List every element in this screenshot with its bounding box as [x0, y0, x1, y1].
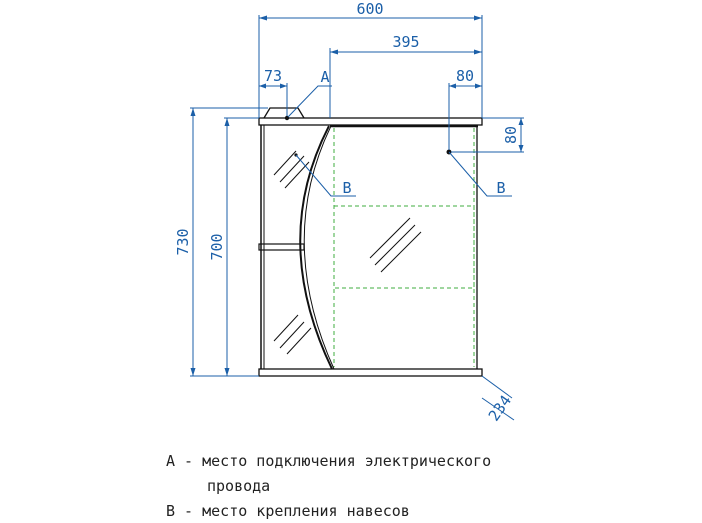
leader-a	[288, 86, 332, 117]
arrow	[259, 16, 267, 21]
legend-line-2: провода	[207, 477, 271, 495]
dim-234-label: 234	[484, 391, 516, 425]
hatch-line	[274, 151, 296, 175]
arrow	[474, 50, 482, 55]
arrow	[449, 84, 456, 89]
dim-73-label: 73	[263, 67, 283, 85]
arrow	[475, 84, 482, 89]
marker-b-right: B	[496, 179, 506, 197]
arrow	[330, 50, 338, 55]
dim-80v-label: 80	[502, 125, 520, 145]
dim-700-label: 700	[208, 233, 226, 261]
arrow	[191, 368, 196, 376]
hidden-shelf-box	[334, 206, 474, 288]
dim-234-ext	[482, 376, 512, 398]
legend-line-3: В - место крепления навесов	[166, 502, 410, 520]
marker-a: A	[320, 68, 330, 86]
bottom-panel	[259, 369, 482, 376]
hatch-line	[381, 232, 421, 272]
hatch-line	[375, 225, 415, 265]
open-shelf	[259, 244, 304, 250]
dim-395-label: 395	[392, 33, 420, 51]
arrow	[191, 108, 196, 116]
marker-b-left: B	[342, 179, 352, 197]
hatch-line	[370, 218, 410, 258]
arrow	[225, 368, 230, 376]
arrow	[474, 16, 482, 21]
lamp-fixture	[264, 108, 304, 118]
hatch-line	[287, 328, 311, 354]
hatch-line	[274, 315, 298, 341]
dim-80h-label: 80	[455, 67, 475, 85]
arrow	[225, 118, 230, 126]
hatch-line	[280, 322, 304, 348]
hidden-shelves	[334, 128, 474, 367]
dim-600-label: 600	[356, 0, 384, 18]
legend-line-1: А - место подключения электрического	[166, 452, 492, 470]
arrow	[519, 145, 524, 152]
dim-730-label: 730	[174, 228, 192, 256]
arrow	[519, 118, 524, 125]
